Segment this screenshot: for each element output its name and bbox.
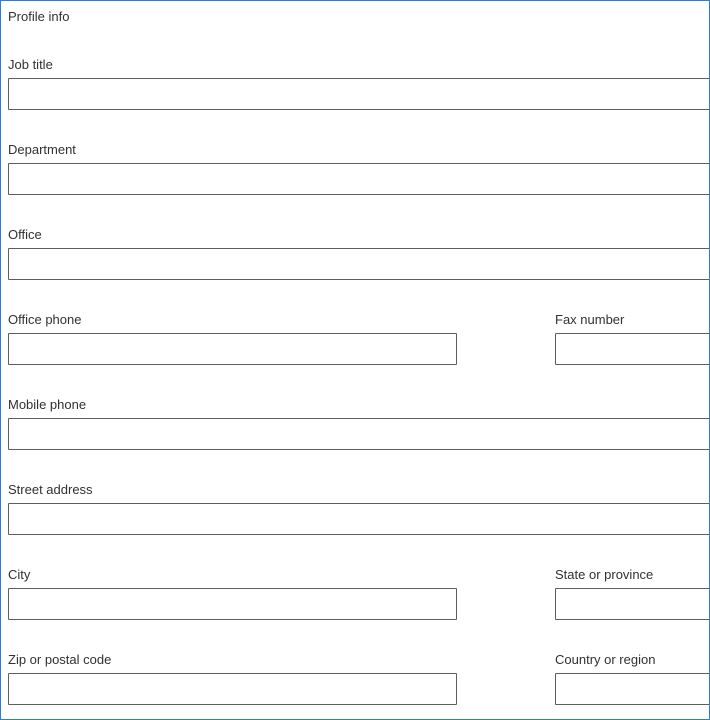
- department-label: Department: [8, 142, 76, 157]
- fax-number-input[interactable]: [555, 333, 709, 365]
- zip-or-postal-code-input[interactable]: [8, 673, 457, 705]
- state-or-province-input[interactable]: [555, 588, 709, 620]
- zip-or-postal-code-label: Zip or postal code: [8, 652, 112, 667]
- job-title-label: Job title: [8, 57, 53, 72]
- street-address-input[interactable]: [8, 503, 709, 535]
- office-phone-input[interactable]: [8, 333, 457, 365]
- mobile-phone-label: Mobile phone: [8, 397, 87, 412]
- office-input[interactable]: [8, 248, 709, 280]
- street-address-label: Street address: [8, 482, 93, 497]
- job-title-input[interactable]: [8, 78, 709, 110]
- mobile-phone-input[interactable]: [8, 418, 709, 450]
- department-input[interactable]: [8, 163, 709, 195]
- country-or-region-input[interactable]: [555, 673, 709, 705]
- office-label: Office: [8, 227, 42, 242]
- office-phone-label: Office phone: [8, 312, 82, 327]
- fax-number-label: Fax number: [555, 312, 625, 327]
- country-or-region-label: Country or region: [555, 652, 656, 667]
- section-title: Profile info: [8, 9, 70, 24]
- city-label: City: [8, 567, 31, 582]
- state-or-province-label: State or province: [555, 567, 654, 582]
- city-input[interactable]: [8, 588, 457, 620]
